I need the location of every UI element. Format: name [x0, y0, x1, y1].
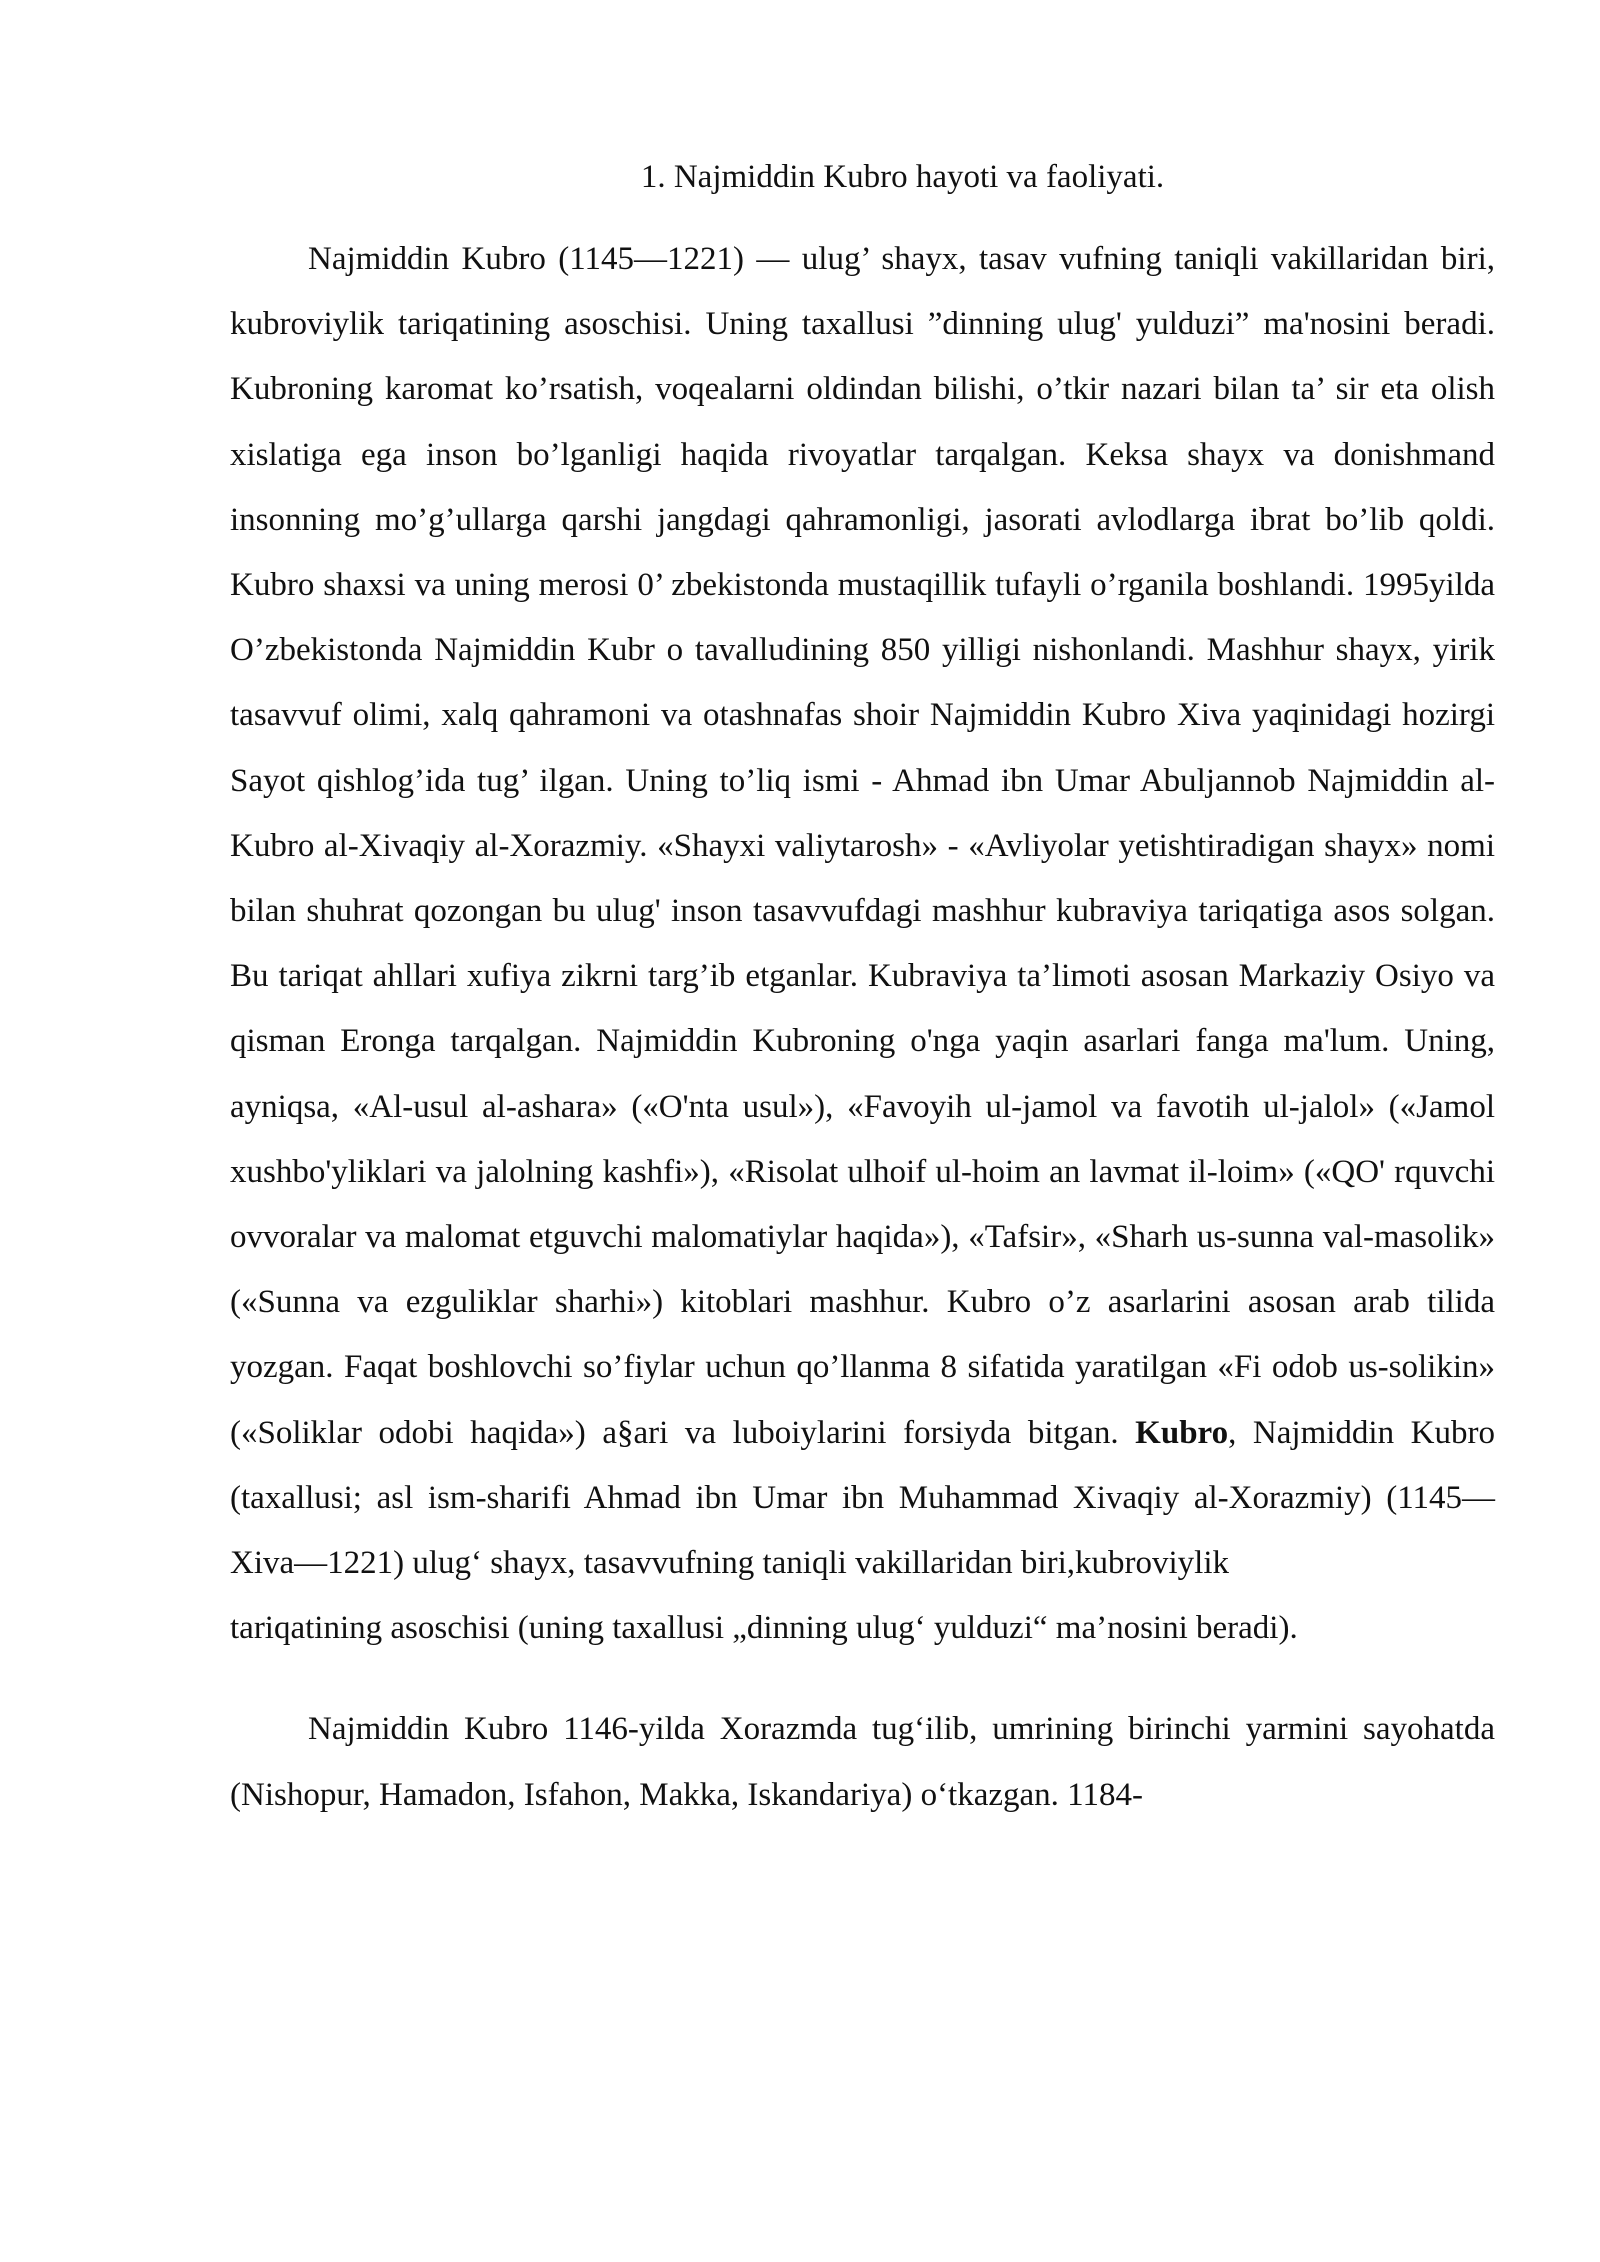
paragraph-text: tariqatining asoschisi (uning taxallusi „dinning ulug‘ yulduzi“ ma’nosini beradi). [230, 1610, 1298, 1647]
bold-term: Kubro [1135, 1414, 1229, 1451]
paragraph-text: , Najmiddin Kubro (taxallusi; asl ism-sharifi Ahmad ibn Umar ibn Muhammad Xivaqiy al-Xorazmiy) (1145—Xiva—1221) ulug‘ shayx, tasavvufning taniqli vakillaridan biri,kubroviylik [230, 1414, 1495, 1582]
page-title: 1. Najmiddin Kubro hayoti va faoliyati. [640, 159, 1165, 195]
paragraph-biography [230, 227, 1495, 1661]
paragraph-text: Najmiddin Kubro (1145—1221) — ulug’ shayx, tasav vufning taniqli vakillaridan biri, kubroviylik tariqatining asoschisi. Uning taxallusi ”dinning ulug' yulduzi” ma'nosini beradi. Kubroning karomat ko’rsatish, voqealarni oldindan bilishi, o’tkir nazari bilan ta’ sir eta olish xislatiga ega inson bo’lganligi haqida rivoyatlar tarqalgan. Keksa shayx va donishmand insonning mo’g’ullarga qarshi jangdagi qahramonligi, jasorati avlodlarga ibrat bo’lib qoldi. Kubro shaxsi va uning merosi 0’ zbekistonda mustaqillik tufayli o’rganila boshlandi. 1995yilda O’zbekistonda Najmiddin Kubr o tavalludining 850 yilligi nishonlandi. Mashhur shayx, yirik tasavvuf olimi, xalq qahramoni va otashnafas shoir Najmiddin Kubro Xiva yaqinidagi hozirgi Sayot qishlog’ida tug’ ilgan. Uning to’liq ismi - Ahmad ibn Umar Abuljannob Najmiddin al-Kubro al-Xivaqiy al-Xorazmiy. «Shayxi valiytarosh» - «Avliyolar yetishtiradigan shayx» nomi bilan shuhrat qozongan bu ulug' inson tasavvufdagi mashhur kubraviya tariqatiga asos solgan. Bu tariqat ahllari xufiya zikrni targ’ib etganlar. Kubraviya ta’limoti asosan Markaziy Osiyo va qisman Eronga tarqalgan. Najmiddin Kubroning o'nga yaqin asarlari fanga ma'lum. Uning, ayniqsa, «Al-usul al-ashara» («O'nta usul»), «Favoyih ul-jamol va favotih ul-jalol» («Jamol xushbo'yliklari va jalolning kashfi»), «Risolat ulhoif ul-hoim an lavmat il-loim» («QO' rquvchi ovvoralar va malomat etguvchi malomatiylar haqida»), «Tafsir», «Sharh us-sunna val-masolik» («Sunna va ezguliklar sharhi») kitoblari mashhur. Kubro o’z asarlarini asosan arab tilida yozgan. Faqat boshlovchi so’fiylar uchun qo’llanma 8 sifatida yaratilgan «Fi odob us-solikin» («Soliklar odobi haqida») a§ari va luboiylarini forsiyda bitgan. [230, 241, 1495, 1451]
paragraph-travels: Najmiddin Kubro 1146-yilda Xorazmda tug‘ilib, umrining birinchi yarmini sayohatda (Nishopur, Hamadon, Isfahon, Makka, Iskandariya) o‘tkazgan. 1184- [230, 1711, 1495, 1813]
document-body [230, 150, 1495, 1828]
